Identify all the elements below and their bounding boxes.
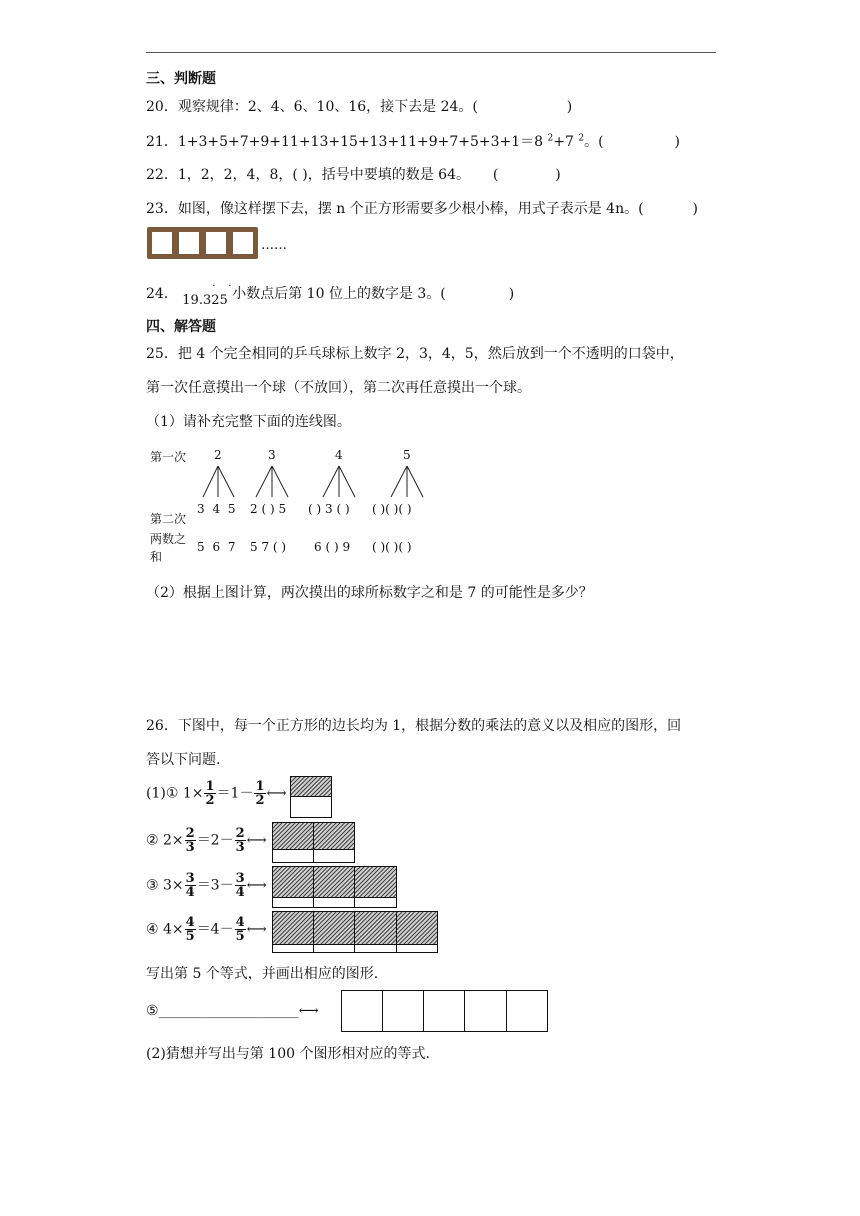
blank-cell [272,944,314,953]
question-23-text: 23．如图，像这样摆下去，摆 n 个正方形需要多少根小棒，用式子表示是 4n。( [146,201,644,217]
equation-4 [146,916,267,943]
first-draw-value: 2 [214,448,222,462]
blank-cell [396,944,438,953]
row-label-sum-2: 和 [150,550,163,564]
question-26-line1: 26．下图中，每一个正方形的边长均为 1，根据分数的乘法的意义以及相应的图形，回 [146,718,682,734]
equation-3 [146,872,267,899]
grid-divider [382,991,383,1031]
shaded-cell [313,866,355,898]
question-25-part2: （2）根据上图计算，两次摸出的球所标数字之和是 7 的可能性是多少？ [146,585,593,601]
row-label-sum: 两数之 [150,532,187,546]
eq3-mid: ＝3－ [196,877,234,894]
eq1-mid: ＝1－ [216,785,254,802]
question-24-text: 小数点后第 10 位上的数字是 3。( [232,286,446,302]
question-24-num: 24． [146,286,178,302]
second-draw-values: 2 ( ) 5 [250,502,287,516]
shaded-cell [272,911,314,945]
question-22-text: 22．1，2，2，4，8，( )，括号中要填的数是 64。 [146,167,470,183]
eq1-prefix: (1)① 1× [146,785,204,802]
equation-5 [146,1003,319,1019]
eq4-prefix: ④ 4× [146,921,184,938]
row-label-second: 第二次 [150,512,187,526]
row-label-first: 第一次 [150,450,187,464]
second-draw-values: ( ) 3 ( ) [308,502,350,516]
double-arrow: ⟷ [246,877,267,894]
question-23-close: ) [692,201,698,217]
fraction: $\frac{1}{2}$ [255,779,265,808]
grid-divider [506,991,507,1031]
question-22-close: ) [555,167,561,183]
double-arrow: ⟷ [246,832,267,849]
question-25-line1: 25．把 4 个完全相同的乒乓球标上数字 2，3，4，5，然后放到一个不透明的口袋中， [146,346,684,362]
blank-cell [313,897,355,908]
second-draw-values: 3 4 5 [197,502,236,516]
question-24-close: ) [508,286,515,302]
eq2-prefix: ② 2× [146,832,184,849]
fraction: $\frac{3}{4}$ [235,871,245,900]
shaded-cell [396,911,438,945]
question-21-mid: +7 [553,134,574,150]
sum-values: 5 6 7 [197,540,236,554]
tree-branches [0,0,860,520]
blank-cell [313,944,355,953]
fraction: $\frac{1}{2}$ [205,779,215,808]
repeat-dot: · [228,281,232,292]
first-draw-value: 5 [403,448,411,462]
fraction: $\frac{2}{3}$ [185,826,195,855]
shaded-cell [313,911,355,945]
ellipsis: …… [261,238,287,253]
question-20-text: 20．观察规律：2、4、6、10、16，接下去是 24。( [146,99,478,115]
repeat-dot: · [212,281,216,292]
fraction: $\frac{4}{5}$ [185,915,195,944]
double-arrow: ⟷ [246,921,267,938]
question-25-line2: 第一次任意摸出一个球（不放回），第二次再任意摸出一个球。 [146,380,531,396]
second-draw-values: ( )( )( ) [372,502,412,516]
grid-frame[interactable] [341,990,548,1032]
question-21-close: ) [674,134,680,150]
blank-cell [272,897,314,908]
exponent: 2 [547,133,554,144]
first-draw-value: 3 [268,448,276,462]
shaded-cell [272,822,314,850]
exponent: 2 [578,133,585,144]
eq3-prefix: ③ 3× [146,877,184,894]
equation-1 [146,780,287,807]
first-draw-value: 4 [335,448,343,462]
repeating-decimal: 19.325 · · [182,281,232,308]
shaded-cell [290,776,332,797]
question-26-line2: 答以下问题. [146,752,221,768]
section-title-judgement: 三、判断题 [146,71,216,87]
blank-cell [272,849,314,863]
fraction: $\frac{2}{3}$ [235,826,245,855]
question-26-instruction: 写出第 5 个等式，并画出相应的图形. [146,966,379,982]
fraction: $\frac{3}{4}$ [185,871,195,900]
eq4-mid: ＝4－ [196,921,234,938]
blank-cell [354,944,397,953]
equation-2 [146,827,267,854]
blank-cell [290,796,332,818]
double-arrow: ⟷ [298,1003,319,1019]
sum-values: ( )( )( ) [372,540,412,554]
question-21-text: 21．1+3+5+7+9+11+13+15+13+11+9+7+5+3+1＝8 [146,134,544,150]
sum-values: 6 ( ) 9 [314,540,351,554]
grid-divider [423,991,424,1031]
answer-blank-line[interactable]: ____________________ [158,1003,299,1019]
question-20-close: ) [566,99,573,115]
section-title-solutions: 四、解答题 [146,319,216,335]
shaded-cell [354,866,397,898]
sum-values: 5 7 ( ) [250,540,287,554]
blank-cell [313,849,355,863]
shaded-cell [313,822,355,850]
question-26-part2: (2)猜想并写出与第 100 个图形相对应的等式. [146,1046,430,1062]
fraction: $\frac{4}{5}$ [235,915,245,944]
blank-cell [354,897,397,908]
question-25-part1: （1）请补充完整下面的连线图。 [146,414,351,430]
question-22-open: ( [492,167,499,183]
shaded-cell [354,911,397,945]
eq2-mid: ＝2－ [196,832,234,849]
grid-divider [464,991,465,1031]
question-21-end: 。( [584,134,604,150]
eq5-prefix: ⑤ [146,1003,159,1019]
shaded-cell [272,866,314,898]
double-arrow: ⟷ [266,785,287,802]
